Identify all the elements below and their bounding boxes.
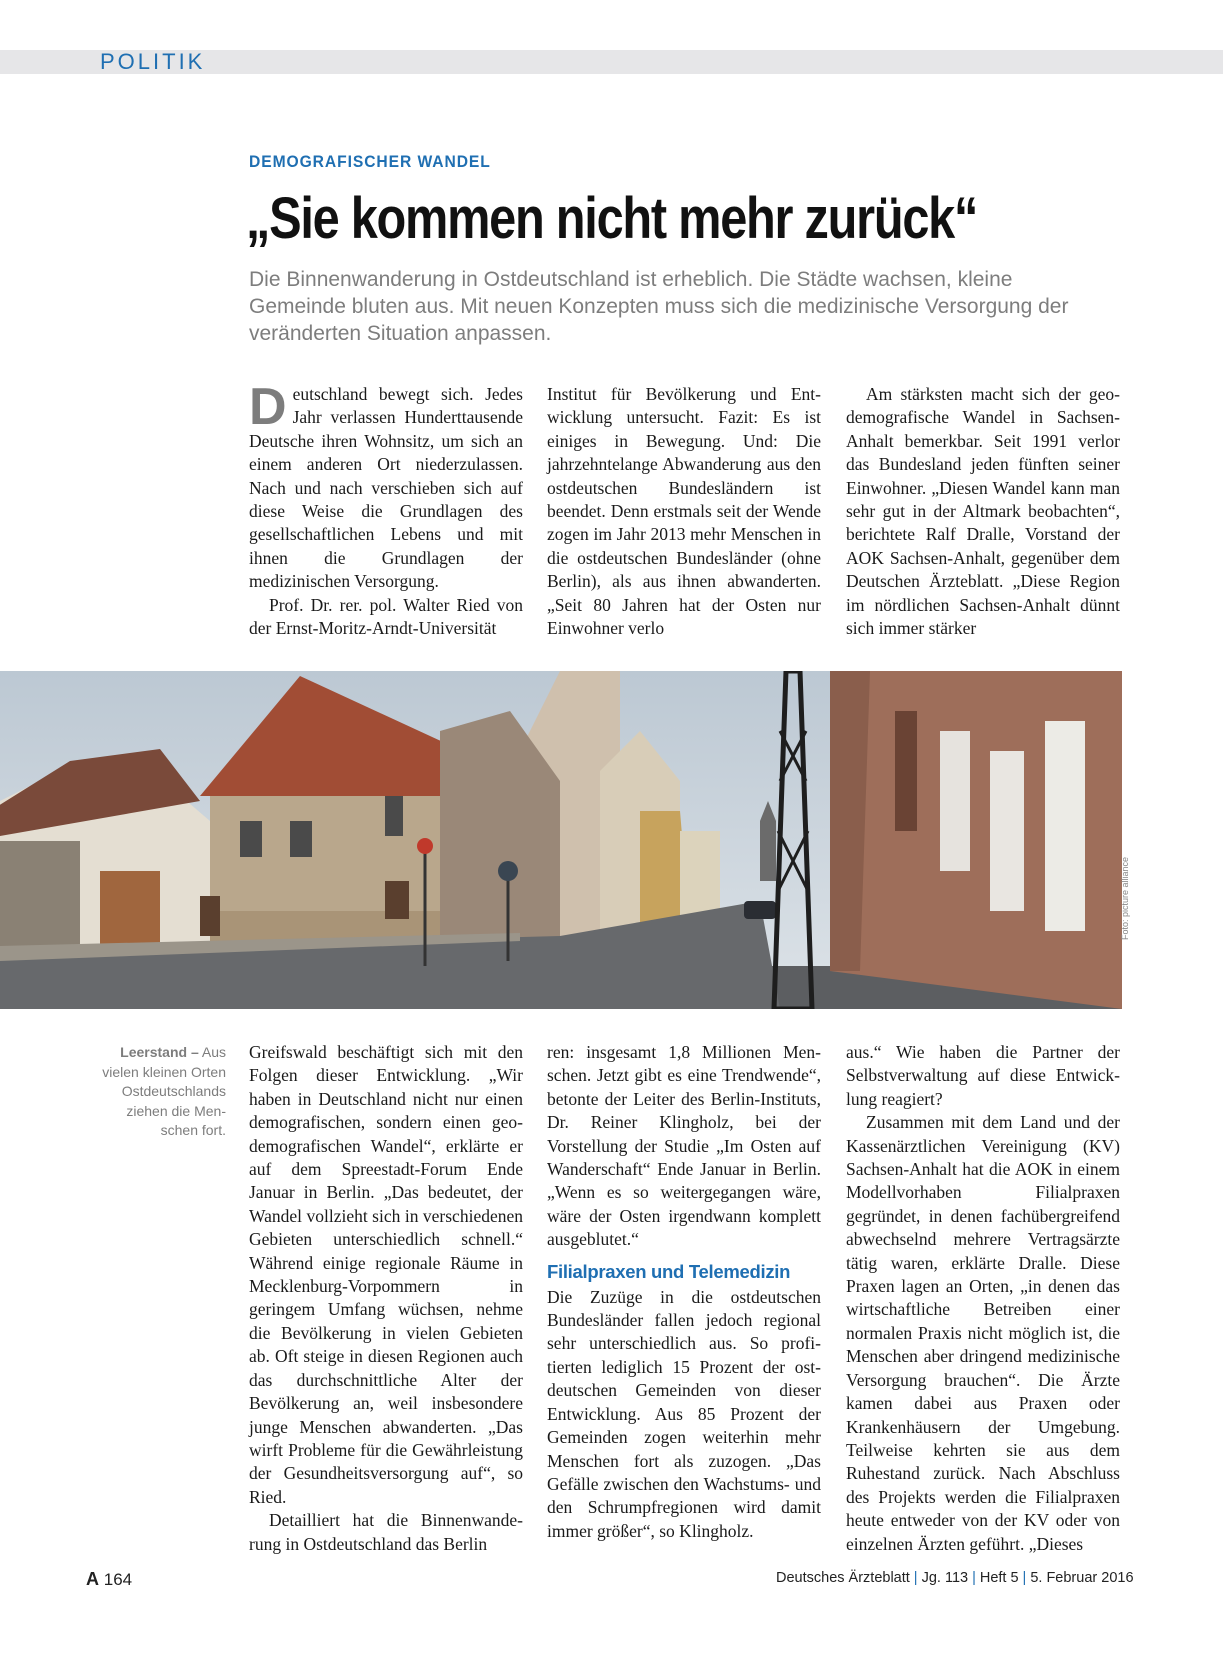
paragraph [249,378,523,594]
street-photo [0,671,1122,1009]
paragraph-text: eutschland bewegt sich. Jedes Jahr verlassen Hunderttausende Deutsche ihren Wohnsitz, um sich an einem anderen Ort niederzulassen. Nach und nach verschieben sich auf diese Weise die Grundlagen des gesellschaftlichen Lebens und mit ihnen die Grundlagen der medizinischen Versorgung. [249,384,523,592]
paragraph: Die Zuzüge in die ostdeutschen Bundesländer fallen jedoch regional sehr unterschiedlich aus. So profitierten lediglich 15 Prozent der ostdeutschen Gemeinden von dieser Entwicklung. Aus 85 Prozent der Gemeinden zogen weiterhin mehr Menschen fort als zuzogen. „Das Gefälle zwischen den Wachstums- und den Schrumpfregionen wird damit immer größer“, so Klingholz. [547,1286,821,1541]
top-column-1 [249,378,523,640]
separator: | [913,1570,918,1586]
lead-paragraph: Die Binnenwanderung in Ostdeutschland ist erheblich. Die Städte wachsen, kleine Gemeinde bluten aus. Mit neuen Konzepten muss sich die medizinische Versorgung der veränderten Situation anpassen. [249,268,1069,345]
paragraph: aus.“ Wie haben die Partner der Selbstverwaltung auf diese Entwicklung reagiert? [846,1042,1120,1109]
paragraph: Zusammen mit dem Land und der Kassenärztlichen Vereinigung (KV) Sachsen-Anhalt hat die AOK in einem Modellvorhaben Filialpraxen gegründet, in denen fachübergreifend abwechselnd mehrere Vertragsärzte tätig waren, erklärte Dralle. Diese Praxen lagen an Orten, „in denen das wirtschaftliche Betreiben einer normalen Praxis nicht möglich ist, die Menschen aber dringend medizinische Versorgung brauchen“. Die Ärzte kamen dabei aus Praxen oder Krankenhäusern der Umgebung. Teilweise kehrten sie aus dem Ruhestand zurück. Nach Abschluss des Projekts werden die Filialpraxen heute entweder von der KV oder von einzelnen Ärzten geführt. „Dieses [846,1112,1120,1554]
paragraph: Detailliert hat die Binnenwanderung in Ostdeutschland das Berlin [249,1510,523,1554]
page-number-value: 164 [103,1570,133,1589]
journal-issue: Heft 5 [979,1570,1019,1586]
caption-text: Aus vielen kleinen Orten Ostdeutschlands ziehen die Menschen fort. [102,1044,226,1138]
caption-label: Leerstand – [120,1044,199,1060]
top-column-3 [846,383,1120,640]
paragraph: ren: insgesamt 1,8 Millionen Menschen. Jetzt gibt es eine Trendwende“, betonte der Leiter des Berlin-Instituts, Dr. Reiner Klingholz, bei der Vorstellung der Studie „Im Osten auf Wanderschaft“ Ende Januar in Berlin. „Wenn es so weitergegangen wäre, wäre der Osten irgendwann komplett ausgeblutet.“ [547,1042,821,1250]
paragraph: Institut für Bevölkerung und Entwicklung untersucht. Fazit: Es ist einiges in Bewegung. Und: Die jahrzehntelange Abwanderung aus den ostdeutschen Bundesländern ist beendet. Denn erstmals seit der Wende zogen im Jahr 2013 mehr Menschen in die ostdeutschen Bundesländer (ohne Berlin), als aus ihnen abwanderten. „Seit 80 Jahren hat der Osten nur Einwohner verlo [547,384,821,639]
bottom-column-2 [547,1041,821,1543]
photo-caption [96,1043,226,1141]
page-number [86,1569,132,1590]
headline: „Sie kommen nicht mehr zurück“ [246,186,978,251]
journal-volume: Jg. 113 [921,1570,969,1586]
section-label: POLITIK [100,49,206,74]
paragraph: Greifswald beschäftigt sich mit den Folgen dieser Entwicklung. „Wir haben in Deutschland nicht nur einen demografischen, sondern einen geo-demografischen Wandel“, erklärte er auf dem Spreestadt-Forum Ende Januar in Berlin. „Das bedeutet, der Wandel vollzieht sich in verschiedenen Gebieten unterschiedlich schnell.“ Während einige regionale Räume in Mecklenburg-Vorpommern in geringem Umfang wüchsen, nehme die Bevölkerung in vielen Gebieten ab. Oft steige in diesen Regionen auch das durchschnittliche Alter der Bevölkerung an, weil insbesondere junge Menschen abwanderten. „Das wirft Probleme für die Gewährleistung der Gesundheitsversorgung auf“, so Ried. [249,1042,523,1507]
separator: | [972,1570,976,1586]
subheading: Filialpraxen und Telemedizin [547,1260,791,1282]
separator: | [1022,1570,1027,1586]
journal-date: 5. Februar 2016 [1030,1570,1134,1586]
page-prefix: A [86,1569,99,1589]
top-column-2 [547,383,821,640]
photo-credit: Foto: picture alliance [1120,856,1130,940]
paragraph: Prof. Dr. rer. pol. Walter Ried von der Ernst-Moritz-Arndt-Universität [249,594,523,639]
drop-cap: D [249,378,287,436]
bottom-column-1 [249,1041,523,1556]
journal-name: Deutsches Ärzteblatt [776,1570,910,1586]
bottom-column-3 [846,1041,1120,1556]
journal-info [776,1570,1134,1586]
kicker: DEMOGRAFISCHER WANDEL [249,152,491,171]
street-scene-illustration [0,671,1122,1009]
paragraph: Am stärksten macht sich der geodemografische Wandel in Sachsen-Anhalt bemerkbar. Seit 1991 verlor das Bundesland jeden fünften seiner Einwohner. „Diesen Wandel kann man sehr gut in der Altmark beobachten“, berichtete Ralf Dralle, Vorstand der AOK Sachsen-Anhalt, gegenüber dem Deutschen Ärzteblatt. „Diese Region im nördlichen Sachsen-Anhalt dünnt sich immer stärker [846,384,1120,639]
